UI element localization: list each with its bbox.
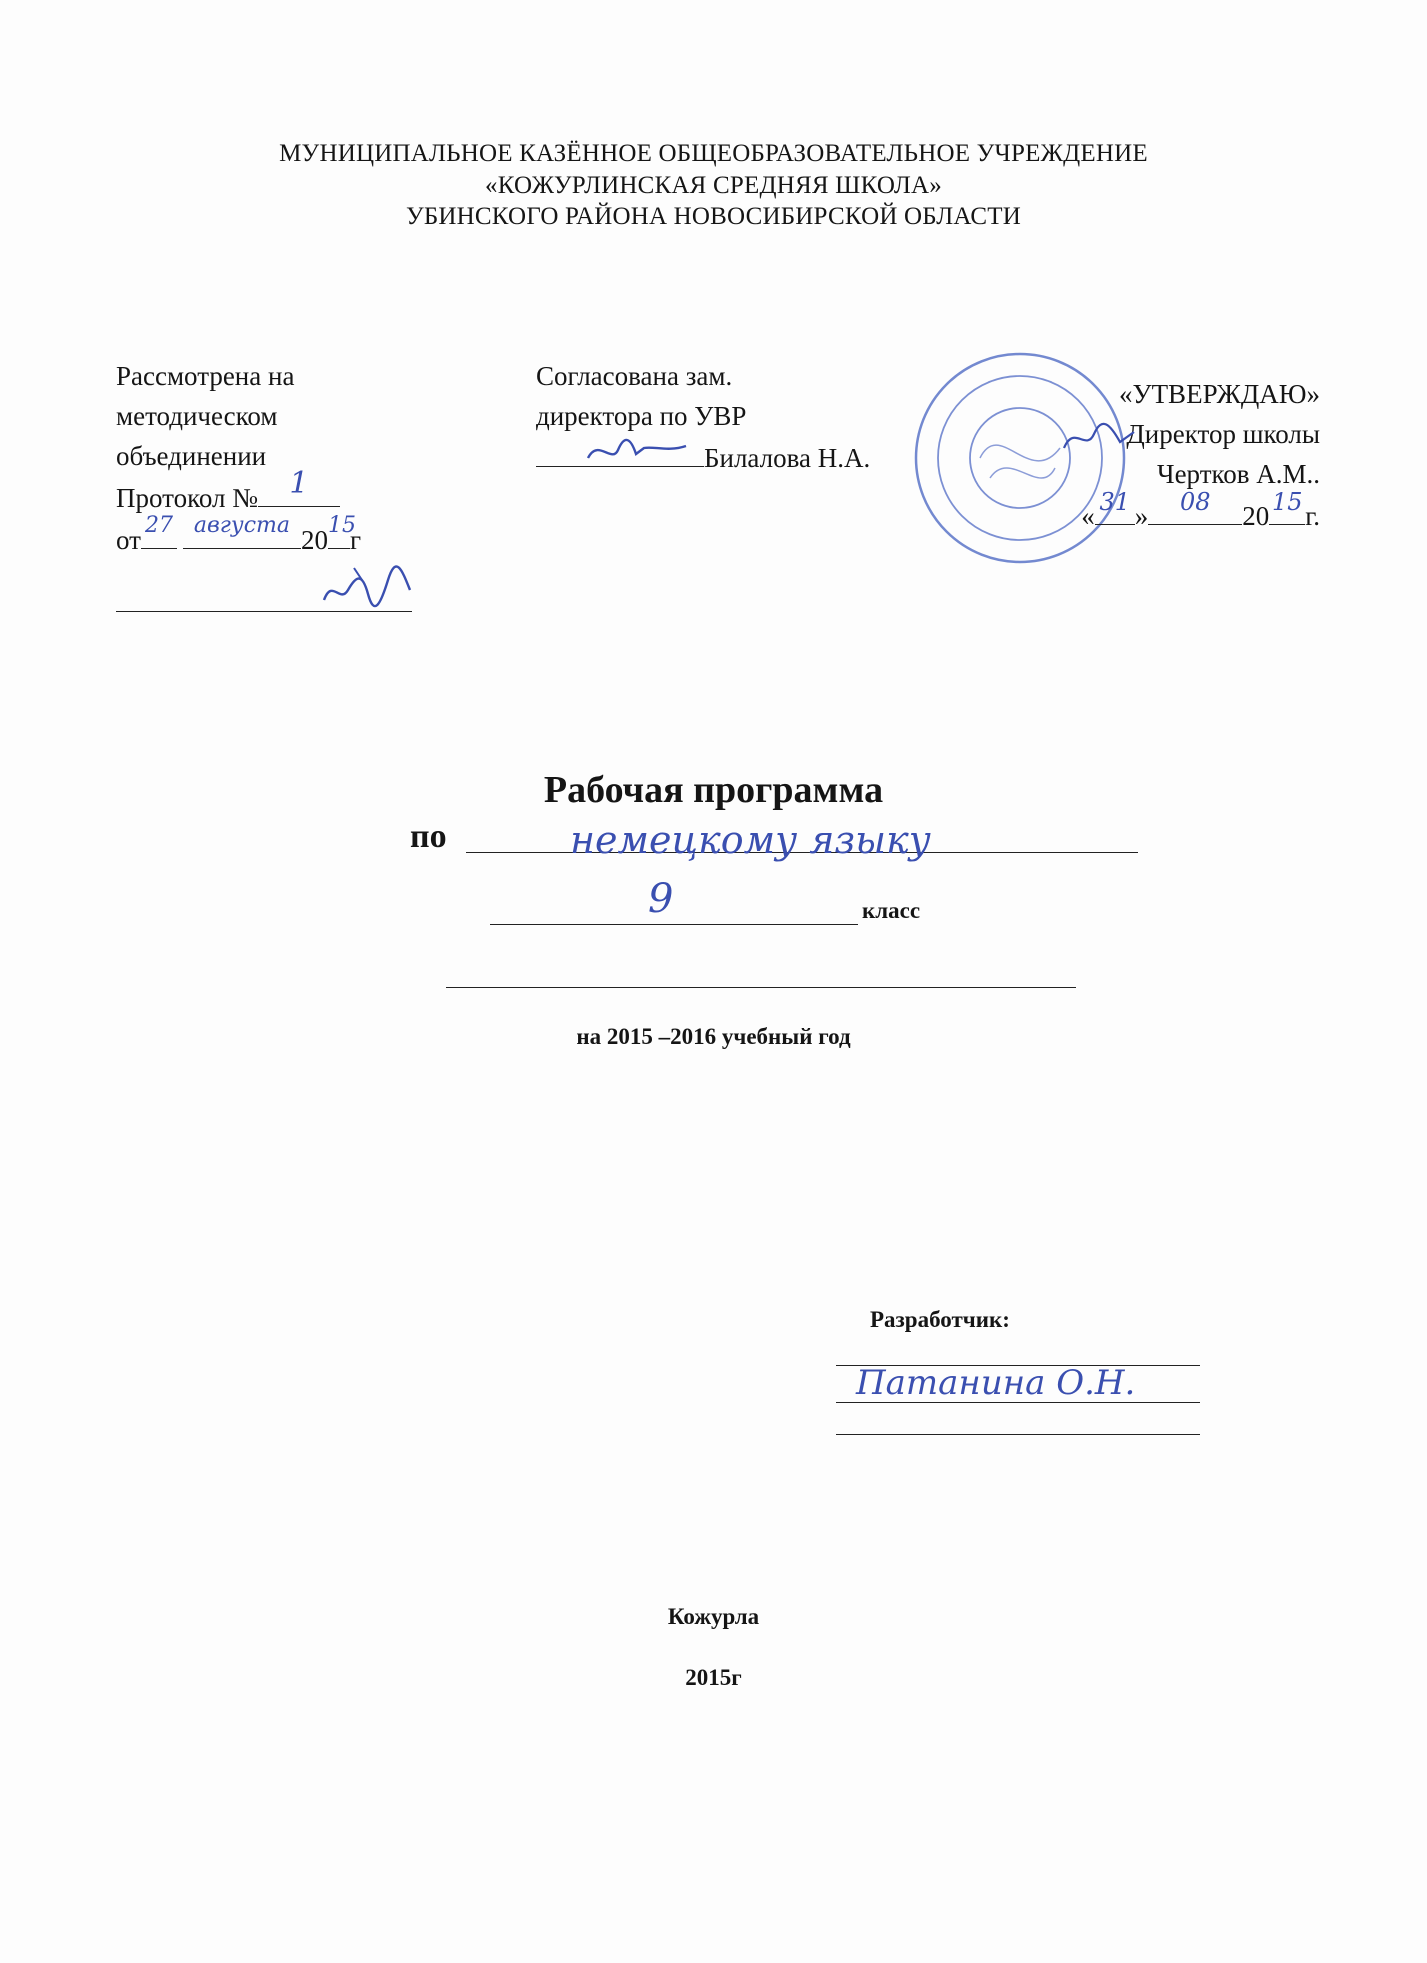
approve-month-field <box>1148 488 1242 525</box>
developer-line-3 <box>836 1434 1200 1435</box>
subject-prefix: по <box>410 818 447 855</box>
approve-year-prefix: 20 <box>1242 501 1270 531</box>
approve-day-field <box>1095 488 1135 525</box>
reviewed-block <box>116 356 446 560</box>
class-field-line <box>490 924 858 925</box>
school-year: на 2015 –2016 учебный год <box>576 1024 851 1049</box>
subject-handwritten: немецкому языку <box>570 818 931 862</box>
approve-year-handwritten: 15 <box>1271 488 1303 516</box>
approve-title: «УТВЕРЖДАЮ» <box>1118 379 1320 409</box>
date-day-handwritten: 27 <box>144 513 173 538</box>
approve-quote-close: » <box>1134 501 1149 531</box>
reviewed-signature <box>318 560 418 614</box>
protocol-label: Протокол № <box>116 483 258 513</box>
footer-place: Кожурла <box>667 1604 760 1629</box>
director-signature <box>1060 418 1140 458</box>
agreed-line-2: директора по УВР <box>536 401 747 431</box>
date-year-handwritten: 15 <box>327 513 356 538</box>
org-name-line-1: МУНИЦИПАЛЬНОЕ КАЗЁННОЕ ОБЩЕОБРАЗОВАТЕЛЬНОЕ УЧРЕЖДЕНИЕ <box>279 140 1148 167</box>
date-line <box>116 513 446 560</box>
approve-month-handwritten: 08 <box>1179 488 1211 516</box>
approve-name: Чертков А.М.. <box>1157 459 1320 489</box>
date-year-prefix: 20 <box>300 525 328 555</box>
approve-day-handwritten: 31 <box>1099 488 1130 516</box>
date-year-unit: г <box>349 525 362 555</box>
agreed-name: Билалова Н.А. <box>704 443 871 473</box>
reviewed-line-2: методическом <box>116 401 278 431</box>
approve-year-field <box>1269 488 1305 525</box>
approve-quote-open: « <box>1081 501 1095 531</box>
approve-role: Директор школы <box>1126 419 1320 449</box>
agreed-line-1: Согласована зам. <box>536 361 733 391</box>
blank-line <box>446 987 1076 988</box>
date-day-field <box>141 513 177 549</box>
protocol-number-field <box>258 466 340 507</box>
org-name-line-3: УБИНСКОГО РАЙОНА НОВОСИБИРСКОЙ ОБЛАСТИ <box>405 203 1022 230</box>
approve-year-unit: г. <box>1305 501 1320 531</box>
footer-year: 2015г <box>685 1665 742 1690</box>
class-handwritten: 9 <box>648 876 674 922</box>
org-name-line-2: «КОЖУРЛИНСКАЯ СРЕДНЯЯ ШКОЛА» <box>485 172 942 199</box>
developer-label: Разработчик: <box>870 1307 1010 1332</box>
approve-date-line <box>1000 488 1320 536</box>
reviewed-line-3: объединении <box>116 441 267 471</box>
date-prefix: от <box>116 525 141 555</box>
agreed-signature <box>582 428 692 472</box>
protocol-number-handwritten: 1 <box>289 466 309 501</box>
reviewed-line-1: Рассмотрена на <box>116 361 295 391</box>
class-label: класс <box>862 898 921 923</box>
document-title: Рабочая программа <box>543 769 884 811</box>
date-month-field <box>183 513 301 549</box>
date-year-field <box>327 513 356 549</box>
approve-block <box>1000 374 1320 536</box>
date-month-handwritten: августа <box>193 513 290 538</box>
developer-name-handwritten: Патанина О.Н. <box>856 1363 1136 1403</box>
